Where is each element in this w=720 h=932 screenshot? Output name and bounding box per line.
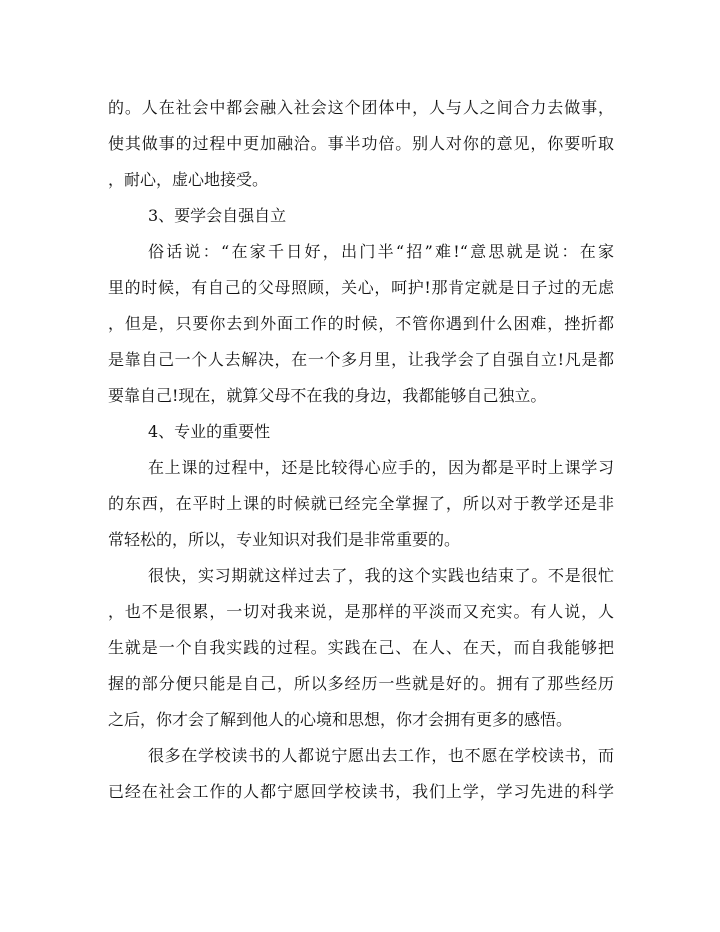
text-line: 很多在学校读书的人都说宁愿出去工作，也不愿在学校读书，而 bbox=[148, 746, 614, 765]
text-line: 俗话说：“在家千日好，出门半“招”难!“意思就是说：在家 bbox=[148, 242, 614, 261]
section-heading: 4、专业的重要性 bbox=[148, 422, 271, 441]
text-line: 已经在社会工作的人都宁愿回学校读书，我们上学，学习先进的科学 bbox=[108, 782, 614, 801]
text-line: 在上课的过程中，还是比较得心应手的，因为都是平时上课学习 bbox=[148, 458, 614, 477]
text-line: 是靠自己一个人去解决，在一个多月里，让我学会了自强自立!凡是都 bbox=[108, 350, 614, 369]
text-line: 的东西，在平时上课的时候就已经完全掌握了，所以对于教学还是非 bbox=[108, 494, 614, 513]
text-line: 生就是一个自我实践的过程。实践在己、在人、在天，而自我能够把 bbox=[108, 638, 614, 657]
text-line: 里的时候，有自己的父母照顾，关心，呵护!那肯定就是日子过的无虑 bbox=[108, 278, 614, 297]
text-line: ，耐心，虚心地接受。 bbox=[108, 170, 269, 189]
text-line: 很快，实习期就这样过去了，我的这个实践也结束了。不是很忙 bbox=[148, 566, 614, 585]
text-line: ，但是，只要你去到外面工作的时候，不管你遇到什么困难，挫折都 bbox=[108, 314, 614, 333]
text-line: 常轻松的，所以，专业知识对我们是非常重要的。 bbox=[108, 530, 461, 549]
text-line: 要靠自己!现在，就算父母不在我的身边，我都能够自己独立。 bbox=[108, 386, 547, 405]
document-body bbox=[108, 90, 614, 810]
text-line: 之后，你才会了解到他人的心境和思想，你才会拥有更多的感悟。 bbox=[108, 710, 573, 729]
text-line: ，也不是很累，一切对我来说，是那样的平淡而又充实。有人说，人 bbox=[108, 602, 614, 621]
text-line: 使其做事的过程中更加融洽。事半功倍。别人对你的意见，你要听取 bbox=[108, 134, 614, 153]
text-line: 的。人在社会中都会融入社会这个团体中，人与人之间合力去做事， bbox=[108, 98, 614, 117]
text-line: 握的部分便只能是自己，所以多经历一些就是好的。拥有了那些经历 bbox=[108, 674, 614, 693]
section-heading: 3、要学会自强自立 bbox=[148, 206, 287, 225]
